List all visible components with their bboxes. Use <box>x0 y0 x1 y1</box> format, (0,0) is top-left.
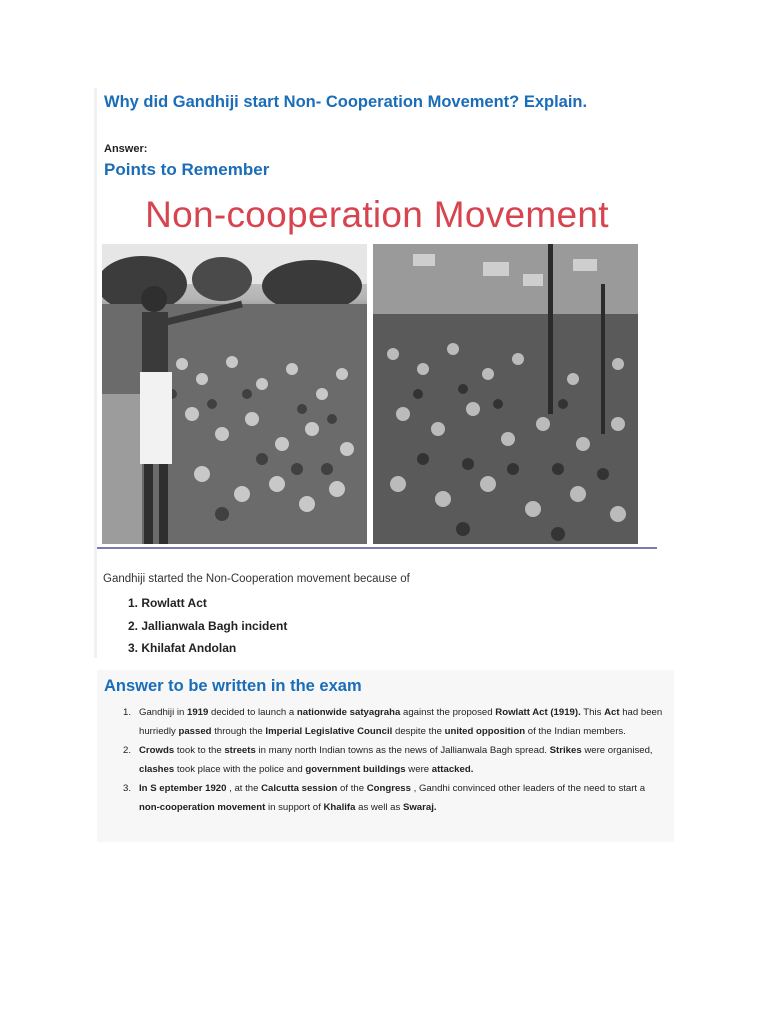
bold-text: Congress <box>366 783 411 794</box>
text-run: decided to launch a <box>208 707 297 718</box>
text-run: in support of <box>265 802 324 813</box>
intro-text: Gandhiji started the Non-Cooperation movement because of <box>103 573 410 585</box>
text-run: , Gandhi convinced other leaders of the need to start a <box>410 783 646 794</box>
question-heading: Why did Gandhiji start Non- Cooperation Movement? Explain. <box>104 93 588 111</box>
exam-answer-list <box>115 703 665 817</box>
bold-text: non-cooperation movement <box>139 802 266 813</box>
exam-answer-item <box>115 703 665 741</box>
item-number: 2. <box>123 745 132 756</box>
bold-text: Rowlatt Act (1919). <box>495 707 581 718</box>
bold-text: attacked. <box>431 764 474 775</box>
text-run: against the proposed <box>400 707 496 718</box>
exam-answer-item <box>115 741 665 779</box>
reason-item: 3. Khilafat Andolan <box>128 641 237 655</box>
bold-text: Strikes <box>549 745 582 756</box>
banner-underline <box>97 547 657 549</box>
text-run: took place with the police and <box>174 764 306 775</box>
item-number: 1. <box>123 707 132 718</box>
text-run: , at the <box>226 783 262 794</box>
text-run: were organised, <box>581 745 653 756</box>
bold-text: Act <box>604 707 620 718</box>
item-text <box>139 783 645 813</box>
item-number: 3. <box>123 783 132 794</box>
bold-text: Swaraj. <box>402 802 437 813</box>
exam-answer-item <box>115 779 665 817</box>
bold-text: Crowds <box>139 745 175 756</box>
protest-crowd-photo <box>373 244 638 544</box>
text-run: were <box>405 764 432 775</box>
text-run: of the <box>337 783 367 794</box>
reasons-list <box>128 596 287 664</box>
bold-text: In S eptember 1920 <box>139 783 227 794</box>
text-run: Gandhiji in <box>139 707 187 718</box>
exam-answer-section <box>97 670 674 842</box>
gandhi-addressing-crowd-photo <box>102 244 367 544</box>
text-run: This <box>580 707 605 718</box>
bold-text: Khalifa <box>323 802 356 813</box>
text-run: despite the <box>392 726 445 737</box>
text-run: of the Indian members. <box>525 726 626 737</box>
bold-text: Imperial Legislative Council <box>265 726 393 737</box>
bold-text: united opposition <box>444 726 526 737</box>
bold-text: government buildings <box>305 764 406 775</box>
item-text <box>139 707 662 737</box>
movement-banner-image <box>97 192 657 552</box>
bold-text: nationwide satyagraha <box>296 707 401 718</box>
text-run: had been hurriedly <box>139 707 663 737</box>
item-text <box>139 745 653 775</box>
bold-text: Calcutta session <box>261 783 338 794</box>
text-run: as well as <box>355 802 403 813</box>
points-to-remember-heading: Points to Remember <box>104 160 270 179</box>
reason-item: 1. Rowlatt Act <box>128 596 207 610</box>
bold-text: passed <box>178 726 212 737</box>
answer-label: Answer: <box>104 143 148 155</box>
exam-answer-heading: Answer to be written in the exam <box>104 677 362 695</box>
banner-title: Non-cooperation Movement <box>145 194 609 235</box>
bold-text: streets <box>224 745 256 756</box>
text-run: through the <box>211 726 266 737</box>
reason-item: 2. Jallianwala Bagh incident <box>128 618 288 633</box>
text-run: in many north Indian towns as the news of Jallianwala Bagh spread. <box>255 745 550 756</box>
bold-text: clashes <box>139 764 175 775</box>
text-run: took to the <box>174 745 225 756</box>
bold-text: 1919 <box>187 707 209 718</box>
